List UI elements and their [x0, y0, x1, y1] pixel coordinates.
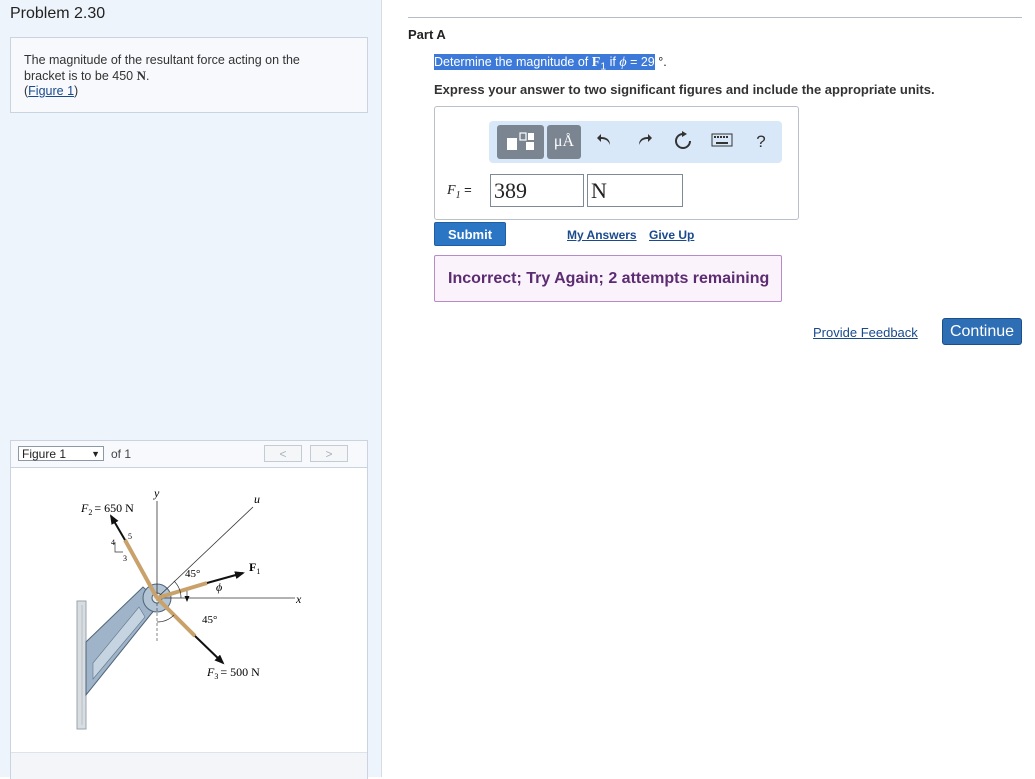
u-axis-label: u	[254, 492, 260, 506]
feedback-message	[434, 255, 782, 302]
instruction-text: Express your answer to two significant figures and include the appropriate units.	[434, 82, 935, 97]
units-button[interactable]: μÅ	[547, 125, 581, 159]
next-figure-button[interactable]	[310, 445, 348, 462]
part-label: Part A	[408, 27, 446, 42]
bracket-figure	[11, 467, 367, 751]
statement-line1: The magnitude of the resultant force acting on the	[24, 53, 300, 67]
tri-4-label: 4	[111, 538, 115, 547]
templates-icon	[497, 125, 544, 159]
figure-select[interactable]	[18, 446, 104, 461]
give-up-link[interactable]: Give Up	[649, 228, 695, 242]
figure-footer	[11, 752, 367, 779]
figure-link-open: (	[24, 84, 29, 98]
figure-toolbar	[11, 441, 367, 468]
f3-label: $F_3 = 500$ N	[207, 665, 260, 681]
question-pre: Determine the magnitude of	[434, 55, 589, 69]
problem-title: Problem 2.30	[10, 5, 106, 22]
question-sub: 1	[600, 61, 607, 73]
header-divider	[408, 17, 1022, 18]
figure-select-value: Figure 1	[22, 447, 67, 461]
question-text	[434, 54, 667, 76]
undo-icon[interactable]	[593, 131, 617, 153]
phi-label: ϕ	[216, 580, 223, 594]
angle-top-label: 45°	[185, 568, 201, 580]
axes	[157, 501, 295, 643]
f2-label: $F_2 = 650$ N	[81, 501, 134, 517]
figure-link[interactable]: Figure 1	[28, 84, 75, 98]
figure-count: of 1	[111, 447, 132, 461]
f1-label: $F_1$	[249, 560, 261, 576]
math-toolbar	[489, 121, 782, 163]
redo-icon[interactable]	[632, 131, 656, 153]
question-eq: = 29	[630, 55, 655, 69]
answer-variable-label	[447, 182, 472, 201]
help-button[interactable]: ?	[756, 132, 766, 151]
chevron-left-icon: <	[279, 447, 287, 461]
figure-panel	[10, 440, 368, 779]
continue-button[interactable]: Continue	[942, 318, 1022, 345]
problem-statement	[10, 37, 368, 113]
question-phi: ϕ	[619, 55, 627, 70]
slope-triangle	[115, 542, 123, 552]
x-axis-label: x	[296, 592, 302, 606]
answer-unit-input[interactable]: N	[587, 174, 683, 207]
statement-text	[24, 53, 344, 99]
feedback-text: Incorrect; Try Again; 2 attempts remaining	[448, 270, 770, 287]
question-highlight	[434, 54, 655, 73]
figure-link-close: )	[74, 84, 79, 98]
statement-period: .	[145, 69, 150, 83]
answer-sub: 1	[455, 189, 461, 201]
answer-var: F	[447, 183, 456, 198]
prev-figure-button[interactable]	[264, 445, 302, 462]
y-axis-label: y	[154, 486, 160, 500]
chevron-right-icon: >	[325, 447, 333, 461]
chevron-down-icon: ▼	[91, 449, 100, 459]
provide-feedback-link[interactable]: Provide Feedback	[813, 325, 918, 340]
templates-button[interactable]	[497, 125, 544, 159]
statement-line2: bracket is to be 450	[24, 69, 134, 83]
tri-5-label: 5	[128, 532, 132, 541]
problem-pane	[0, 0, 382, 777]
reset-icon[interactable]	[671, 131, 695, 153]
angle-bottom-label: 45°	[202, 614, 218, 626]
answer-eq: =	[464, 182, 472, 197]
tri-3-label: 3	[123, 554, 127, 563]
submit-button[interactable]: Submit	[434, 222, 506, 246]
answer-value-input[interactable]: 389	[490, 174, 584, 207]
answer-box	[434, 106, 799, 220]
keyboard-icon[interactable]	[710, 131, 734, 153]
question-var: F	[591, 55, 601, 70]
my-answers-link[interactable]: My Answers	[567, 228, 637, 242]
wall	[77, 601, 86, 729]
question-deg: °.	[658, 55, 667, 69]
question-if: if	[609, 55, 616, 69]
statement-unit: N	[136, 68, 146, 83]
